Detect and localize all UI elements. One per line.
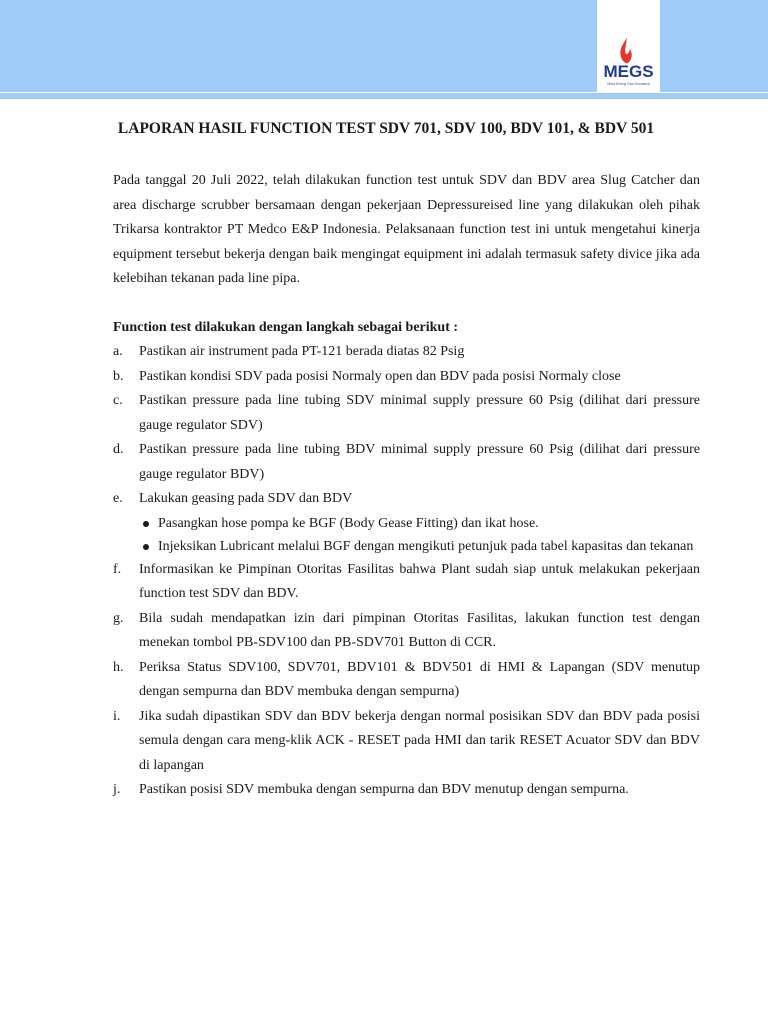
list-item-text: Pastikan posisi SDV membuka dengan sempurna dan BDV menutup dengan sempurna. [139, 782, 629, 797]
list-marker: i. [113, 708, 121, 724]
list-marker: c. [113, 393, 123, 408]
bullet-dot-icon [143, 544, 149, 550]
steps-heading: Function test dilakukan dengan langkah sebagai berikut : [113, 320, 459, 335]
list-marker: j. [113, 782, 121, 797]
list-item-text: Jika sudah dipastikan SDV dan BDV bekerja dengan normal posisikan SDV dan BDV pada posisi semula dengan cara meng-klik ACK - RESET pada HMI dan tarik RESET Acuator SDV dan BDV di lapangan [139, 708, 700, 773]
list-item [113, 778, 700, 803]
list-marker: b. [113, 368, 124, 384]
list-item [113, 607, 700, 656]
header-divider-line [0, 93, 768, 99]
list-item-text: Bila sudah mendapatkan izin dari pimpinan Otoritas Fasilitas, lakukan function test dengan menekan tombol PB-SDV100 dan PB-SDV701 Button di CCR. [139, 610, 700, 650]
list-item [113, 705, 700, 779]
list-marker: h. [113, 659, 124, 675]
list-item-text: Lakukan geasing pada SDV dan BDV [139, 491, 353, 506]
list-item-text: Pastikan kondisi SDV pada posisi Normaly open dan BDV pada posisi Normaly close [139, 368, 621, 384]
sub-bullet-item [139, 512, 700, 535]
list-item [113, 365, 700, 390]
list-marker: a. [113, 344, 123, 359]
list-marker: f. [113, 561, 122, 577]
list-item [113, 389, 700, 438]
sub-bullet-item [139, 535, 700, 558]
steps-list [113, 340, 700, 803]
sub-bullet-text: Injeksikan Lubricant melalui BGF dengan mengikuti petunjuk pada tabel kapasitas dan tekanan [158, 538, 694, 554]
company-logo [597, 0, 660, 92]
list-item-text: Pastikan air instrument pada PT-121 berada diatas 82 Psig [139, 344, 465, 359]
logo-tagline: Mitra Energi Gas Sumatera [607, 82, 650, 86]
list-item [113, 656, 700, 705]
intro-paragraph: Pada tanggal 20 Juli 2022, telah dilakukan function test untuk SDV dan BDV area Slug Catcher dan area discharge scrubber bersamaan dengan pekerjaan Depressureised line yang dilakukan oleh pihak Trikarsa kontraktor PT Medco E&P Indonesia. Pelaksanaan function test ini untuk mengetahui kinerja equipment tersebut bekerja dengan baik mengingat equipment ini adalah termasuk safety divice jika ada kelebihan tekanan pada line pipa. [113, 173, 700, 286]
list-item [113, 487, 700, 558]
bullet-dot-icon [143, 521, 149, 527]
list-item-text: Pastikan pressure pada line tubing BDV minimal supply pressure 60 Psig (dilihat dari pressure gauge regulator BDV) [139, 442, 700, 482]
list-marker: e. [113, 491, 123, 506]
list-item-text: Pastikan pressure pada line tubing SDV minimal supply pressure 60 Psig (dilihat dari pressure gauge regulator SDV) [139, 393, 700, 433]
logo-text: MEGS [603, 62, 654, 81]
list-item [113, 438, 700, 487]
document-title: LAPORAN HASIL FUNCTION TEST SDV 701, SDV 100, BDV 101, & BDV 501 [117, 120, 655, 137]
list-marker: d. [113, 442, 124, 457]
sub-bullet-list [139, 512, 700, 558]
list-item-text: Informasikan ke Pimpinan Otoritas Fasilitas bahwa Plant sudah siap untuk melakukan pekerjaan function test SDV dan BDV. [139, 561, 700, 601]
list-marker: g. [113, 610, 124, 626]
list-item [113, 340, 700, 365]
list-item [113, 558, 700, 607]
sub-bullet-text: Pasangkan hose pompa ke BGF (Body Gease Fitting) dan ikat hose. [158, 515, 539, 531]
flame-icon [619, 38, 633, 64]
list-item-text: Periksa Status SDV100, SDV701, BDV101 & BDV501 di HMI & Lapangan (SDV menutup dengan sempurna dan BDV membuka dengan sempurna) [139, 659, 700, 699]
